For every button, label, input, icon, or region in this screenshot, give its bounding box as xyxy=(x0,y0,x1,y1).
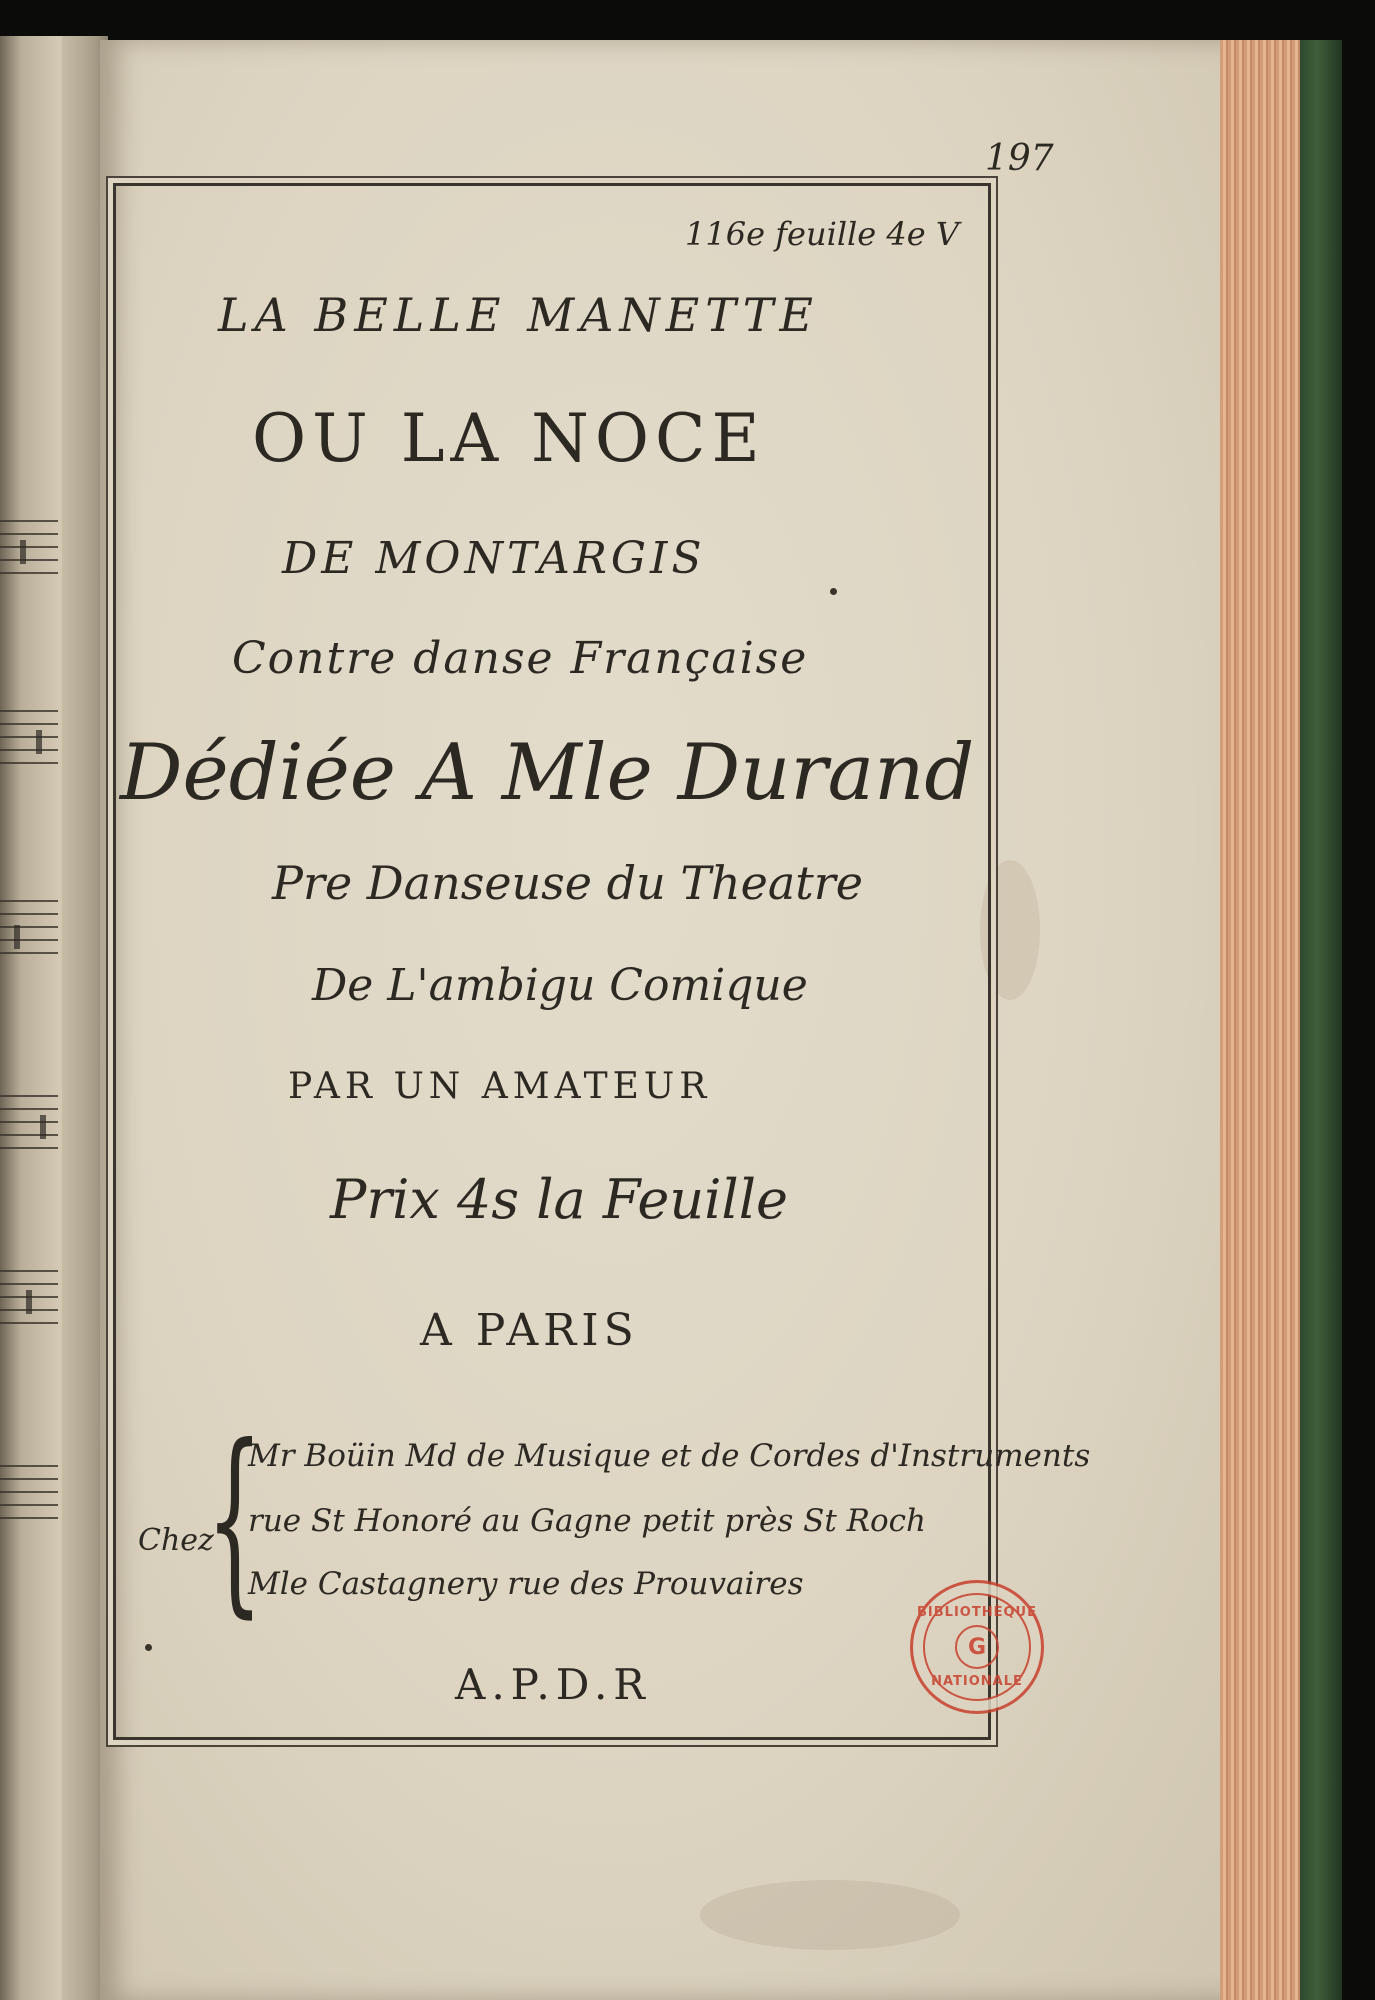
brace-glyph: { xyxy=(206,1403,264,1636)
signature-mark: 116e feuille 4e V xyxy=(685,215,959,253)
imprint-chez: Chez xyxy=(138,1523,214,1558)
price-line: Prix 4s la Feuille xyxy=(330,1168,788,1231)
dedicatee-role: Pre Danseuse du Theatre xyxy=(272,856,863,910)
music-staff-fragment xyxy=(0,520,58,576)
note-mark xyxy=(14,925,20,949)
library-stamp xyxy=(910,1580,1044,1714)
theatre-name: De L'ambigu Comique xyxy=(312,960,808,1011)
book-cover-edge xyxy=(1300,40,1342,2000)
note-mark xyxy=(40,1115,46,1139)
music-staff-fragment xyxy=(0,1095,58,1151)
page-stack-edges xyxy=(1220,40,1304,2000)
subtitle-genre: Contre danse Française xyxy=(232,633,809,684)
folio-number: 197 xyxy=(985,138,1054,179)
imprint-place: A PARIS xyxy=(420,1305,639,1356)
title-line-1: LA BELLE MANETTE xyxy=(218,288,820,342)
imprint-address-2: rue St Honoré au Gagne petit près St Roch xyxy=(248,1503,926,1539)
ink-dot xyxy=(145,1644,152,1651)
privilege-mark: A.P.D.R xyxy=(455,1660,651,1709)
imprint-address-3: Mle Castagnery rue des Prouvaires xyxy=(248,1566,804,1602)
ink-dot xyxy=(830,588,837,595)
music-staff-fragment xyxy=(0,900,58,956)
note-mark xyxy=(20,540,26,564)
music-staff-fragment xyxy=(0,1465,58,1521)
paper-stain xyxy=(700,1880,960,1950)
note-mark xyxy=(26,1290,32,1314)
music-staff-fragment xyxy=(0,710,58,766)
stamp-center: G xyxy=(955,1625,999,1669)
note-mark xyxy=(36,730,42,754)
stamp-ring-text-bottom: NATIONALE xyxy=(931,1674,1023,1689)
dedication: Dédiée A Mle Durand xyxy=(120,728,975,818)
stamp-ring-text-top: BIBLIOTHÈQUE xyxy=(917,1605,1037,1620)
author-line: PAR UN AMATEUR xyxy=(288,1066,712,1107)
title-line-3: DE MONTARGIS xyxy=(282,533,706,584)
title-line-2: OU LA NOCE xyxy=(252,400,766,477)
imprint-address-1: Mr Boüin Md de Musique et de Cordes d'Instruments xyxy=(248,1438,1091,1474)
